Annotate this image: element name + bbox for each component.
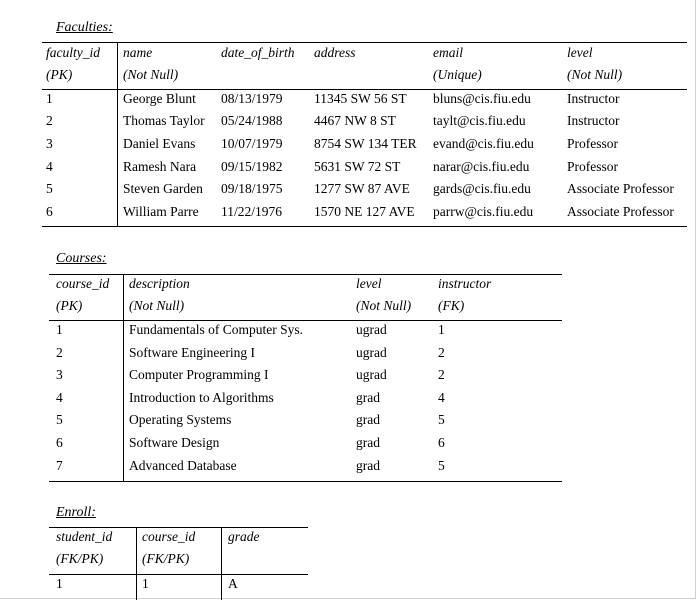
faculties-header-email: email	[433, 45, 463, 60]
faculties-cell: 4	[46, 159, 53, 174]
courses-caption: Courses:	[56, 251, 107, 266]
faculties-cell: taylt@cis.fiu.edu	[433, 113, 526, 128]
courses-header-constraint: (PK)	[56, 298, 83, 313]
courses-cell: 5	[438, 458, 445, 473]
faculties-cell: 2	[46, 113, 53, 128]
faculties-cell: 08/13/1979	[221, 91, 283, 106]
faculties-header-constraint: (Not Null)	[567, 67, 623, 82]
courses-top-rule	[49, 274, 562, 275]
faculties-cell: Associate Professor	[567, 204, 674, 219]
enroll-column-divider	[136, 527, 137, 600]
faculties-cell: Ramesh Nara	[123, 159, 197, 174]
courses-cell: 5	[438, 412, 445, 427]
courses-cell: ugrad	[356, 322, 387, 337]
faculties-bottom-rule	[42, 226, 687, 227]
faculties-cell: Associate Professor	[567, 181, 674, 196]
faculties-cell: Thomas Taylor	[123, 113, 205, 128]
courses-cell: Software Engineering I	[129, 345, 255, 360]
faculties-cell: 09/18/1975	[221, 181, 283, 196]
courses-cell: ugrad	[356, 345, 387, 360]
courses-header-level: level	[356, 276, 382, 291]
enroll-header-rule	[49, 574, 308, 575]
faculties-cell: 1	[46, 91, 53, 106]
faculties-cell: 09/15/1982	[221, 159, 283, 174]
faculties-cell: 4467 NW 8 ST	[314, 113, 396, 128]
faculties-cell: 1570 NE 127 AVE	[314, 204, 415, 219]
faculties-cell: parrw@cis.fiu.edu	[433, 204, 534, 219]
courses-column-divider	[123, 274, 124, 481]
faculties-header-level: level	[567, 45, 593, 60]
courses-cell: 2	[56, 345, 63, 360]
enroll-header-course-id: course_id	[142, 529, 196, 544]
courses-cell: grad	[356, 412, 380, 427]
faculties-header-date-of-birth: date_of_birth	[221, 45, 295, 60]
enroll-header-student-id: student_id	[56, 529, 113, 544]
faculties-cell: 11/22/1976	[221, 204, 283, 219]
courses-cell: grad	[356, 458, 380, 473]
faculties-cell: 6	[46, 204, 53, 219]
enroll-column-divider	[221, 527, 222, 600]
faculties-cell: 3	[46, 136, 53, 151]
faculties-caption: Faculties:	[56, 20, 113, 35]
courses-cell: 6	[438, 435, 445, 450]
courses-cell: grad	[356, 390, 380, 405]
faculties-cell: narar@cis.fiu.edu	[433, 159, 530, 174]
courses-header-constraint: (Not Null)	[129, 298, 185, 313]
courses-cell: 3	[56, 367, 63, 382]
faculties-header-constraint: (Unique)	[433, 67, 482, 82]
faculties-column-divider	[117, 42, 118, 226]
faculties-header-constraint: (Not Null)	[123, 67, 179, 82]
courses-cell: grad	[356, 435, 380, 450]
faculties-cell: 5631 SW 72 ST	[314, 159, 401, 174]
courses-cell: 7	[56, 458, 63, 473]
faculties-cell: 05/24/1988	[221, 113, 283, 128]
faculties-cell: 10/07/1979	[221, 136, 283, 151]
courses-header-description: description	[129, 276, 190, 291]
courses-header-constraint: (Not Null)	[356, 298, 412, 313]
faculties-header-name: name	[123, 45, 153, 60]
faculties-cell: 11345 SW 56 ST	[314, 91, 407, 106]
enroll-caption: Enroll:	[56, 505, 96, 520]
faculties-cell: Professor	[567, 159, 618, 174]
courses-cell: 1	[438, 322, 445, 337]
courses-cell: ugrad	[356, 367, 387, 382]
enroll-top-rule	[49, 527, 308, 528]
courses-cell: Operating Systems	[129, 412, 232, 427]
courses-header-constraint: (FK)	[438, 298, 465, 313]
faculties-top-rule	[42, 42, 687, 43]
enroll-cell: 1	[142, 576, 149, 591]
enroll-cell: A	[228, 576, 238, 591]
faculties-cell: George Blunt	[123, 91, 196, 106]
enroll-header-constraint: (FK/PK)	[142, 551, 190, 566]
enroll-cell: 1	[56, 576, 63, 591]
faculties-cell: gards@cis.fiu.edu	[433, 181, 531, 196]
courses-cell: 1	[56, 322, 63, 337]
courses-cell: Fundamentals of Computer Sys.	[129, 322, 303, 337]
faculties-cell: bluns@cis.fiu.edu	[433, 91, 531, 106]
courses-cell: Software Design	[129, 435, 220, 450]
courses-cell: 6	[56, 435, 63, 450]
faculties-cell: Professor	[567, 136, 618, 151]
faculties-cell: 5	[46, 181, 53, 196]
courses-bottom-rule	[49, 481, 562, 482]
courses-header-course-id: course_id	[56, 276, 110, 291]
faculties-header-rule	[42, 89, 687, 90]
faculties-header-faculty-id: faculty_id	[46, 45, 100, 60]
courses-cell: 5	[56, 412, 63, 427]
faculties-cell: Daniel Evans	[123, 136, 196, 151]
faculties-cell: 8754 SW 134 TER	[314, 136, 417, 151]
courses-cell: 4	[438, 390, 445, 405]
faculties-cell: evand@cis.fiu.edu	[433, 136, 534, 151]
courses-header-instructor: instructor	[438, 276, 492, 291]
enroll-header-constraint: (FK/PK)	[56, 551, 104, 566]
courses-cell: 2	[438, 345, 445, 360]
faculties-cell: Steven Garden	[123, 181, 203, 196]
courses-cell: Computer Programming I	[129, 367, 269, 382]
faculties-cell: Instructor	[567, 91, 620, 106]
faculties-cell: Instructor	[567, 113, 620, 128]
courses-cell: Introduction to Algorithms	[129, 390, 274, 405]
faculties-cell: William Parre	[123, 204, 199, 219]
courses-header-rule	[49, 320, 562, 321]
courses-cell: 2	[438, 367, 445, 382]
courses-cell: 4	[56, 390, 63, 405]
faculties-header-constraint: (PK)	[46, 67, 73, 82]
faculties-cell: 1277 SW 87 AVE	[314, 181, 410, 196]
courses-cell: Advanced Database	[129, 458, 237, 473]
enroll-header-grade: grade	[228, 529, 260, 544]
faculties-header-address: address	[314, 45, 356, 60]
